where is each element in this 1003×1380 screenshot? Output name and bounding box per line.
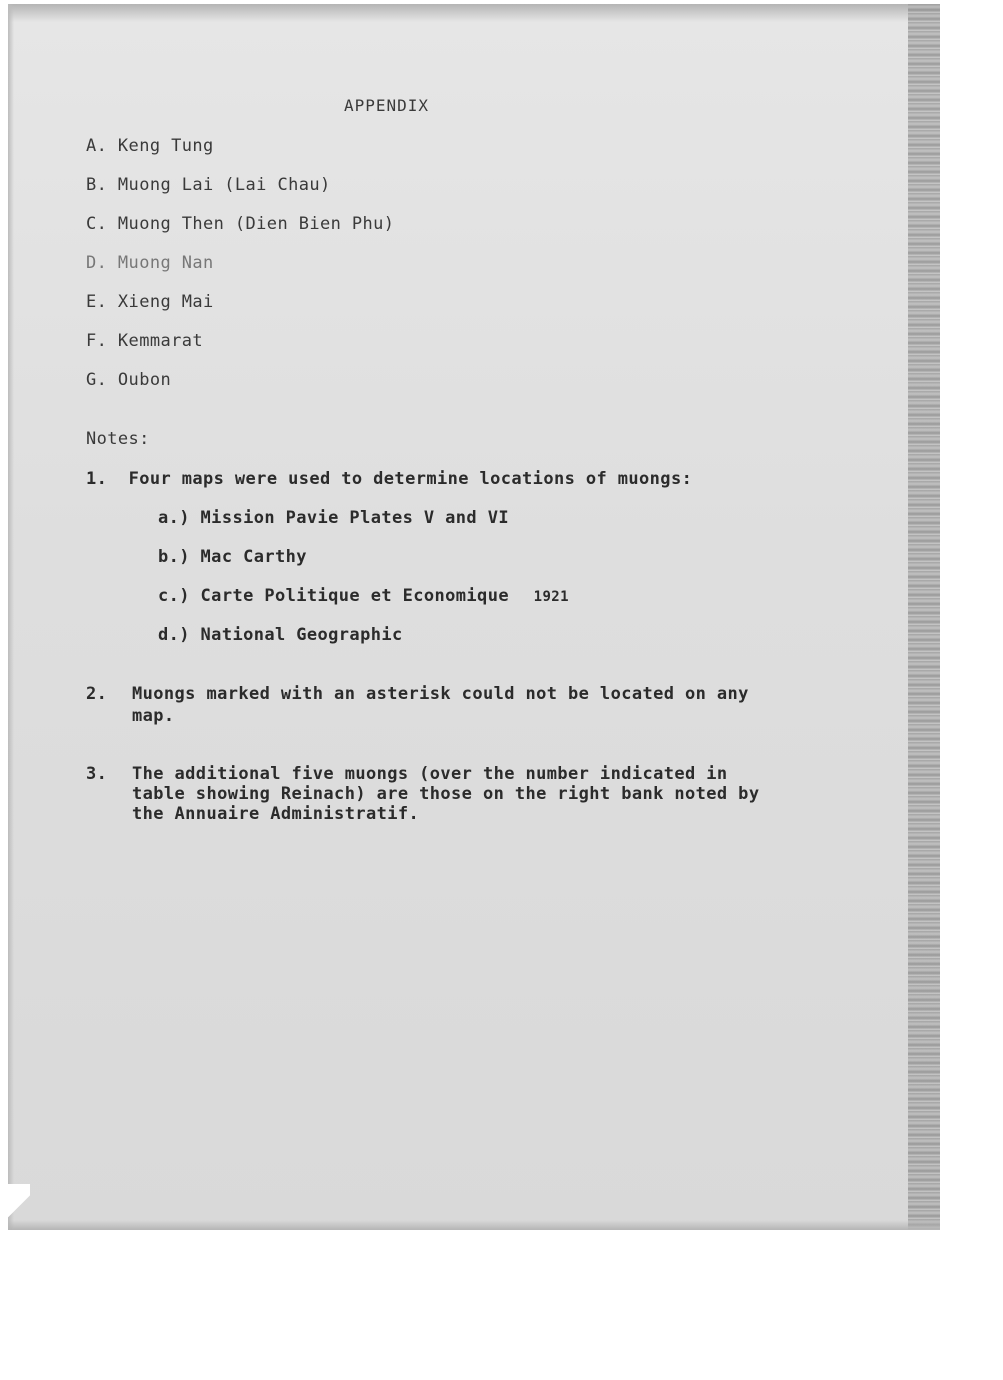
note-1	[86, 469, 692, 489]
handwritten-annotation: 1921	[533, 589, 569, 605]
note-1-subitem	[158, 625, 403, 645]
page-edge-shadow-top	[8, 4, 940, 22]
note-2-line: Muongs marked with an asterisk could not be located on any	[132, 684, 749, 704]
note-3-line: table showing Reinach) are those on the right bank noted by	[132, 784, 760, 804]
page-title: APPENDIX	[344, 96, 430, 115]
list-item-text: Kemmarat	[117, 331, 204, 351]
page-edge-shadow-left	[8, 4, 14, 1230]
list-item-letter: G.	[86, 370, 108, 390]
notes-heading: Notes:	[86, 429, 150, 449]
list-item-text: Keng Tung	[117, 136, 214, 156]
list-item-text: Oubon	[117, 370, 172, 390]
note-1-subitem	[158, 586, 569, 606]
list-item-text: Muong Lai (Lai Chau)	[117, 175, 331, 195]
list-item	[86, 370, 171, 390]
list-item-text: Xieng Mai	[117, 292, 214, 312]
list-item-text: Muong Then (Dien Bien Phu)	[117, 214, 395, 234]
subitem-text: National Geographic	[200, 625, 403, 645]
folded-corner	[8, 1184, 30, 1228]
subitem-label: a.)	[158, 508, 190, 528]
list-item	[86, 253, 214, 273]
list-item-letter: E.	[86, 292, 108, 312]
list-item-letter: D.	[86, 253, 108, 273]
list-item	[86, 175, 331, 195]
note-number: 1.	[86, 469, 108, 489]
subitem-label: d.)	[158, 625, 190, 645]
note-text: Four maps were used to determine locations of muongs:	[128, 469, 693, 489]
subitem-text: Carte Politique et Economique	[200, 586, 509, 606]
note-3-line: The additional five muongs (over the number indicated in	[132, 764, 728, 784]
list-item-letter: C.	[86, 214, 108, 234]
note-3-number: 3.	[86, 764, 108, 784]
scanned-page	[8, 4, 940, 1230]
page-edge-shadow-right	[908, 4, 940, 1230]
subitem-label: c.)	[158, 586, 190, 606]
list-item-text: Muong Nan	[117, 253, 214, 273]
list-item	[86, 214, 394, 234]
subitem-text: Mac Carthy	[200, 547, 307, 567]
list-item	[86, 136, 214, 156]
note-1-subitem	[158, 547, 307, 567]
list-item	[86, 331, 203, 351]
note-2-line: map.	[132, 706, 175, 726]
note-2-number: 2.	[86, 684, 108, 704]
list-item	[86, 292, 214, 312]
note-3-line: the Annuaire Administratif.	[132, 804, 420, 824]
page-edge-shadow-bottom	[8, 1220, 940, 1230]
subitem-text: Mission Pavie Plates V and VI	[200, 508, 509, 528]
list-item-letter: F.	[86, 331, 108, 351]
list-item-letter: B.	[86, 175, 108, 195]
subitem-label: b.)	[158, 547, 190, 567]
list-item-letter: A.	[86, 136, 108, 156]
note-1-subitem	[158, 508, 509, 528]
